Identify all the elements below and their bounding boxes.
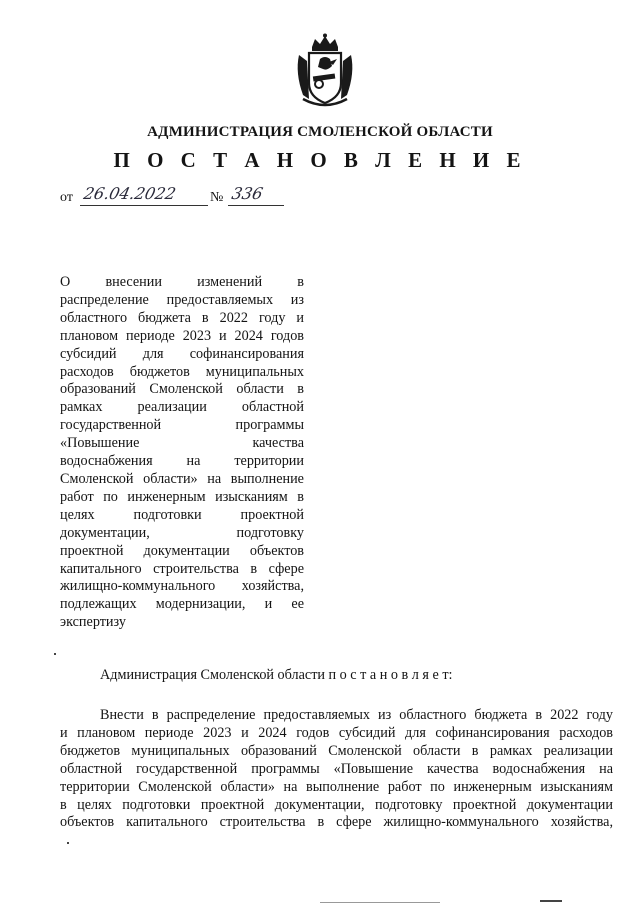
date-number-line [60, 184, 300, 208]
scan-speck [54, 653, 56, 655]
scan-speck [67, 842, 69, 844]
handwritten-date: 26.04.2022 [81, 184, 178, 203]
handwritten-number: 336 [229, 184, 265, 203]
document-title: П О С Т А Н О В Л Е Н И Е [113, 148, 527, 172]
subject-line: распределение предоставляемых из [60, 291, 304, 308]
subject-line: целях подготовки проектной [60, 506, 304, 523]
body-line: объектов капитального строительства в сфере жилищно-коммунального хозяйства, [60, 814, 613, 831]
subject-line: субсидий для софинансирования [60, 345, 304, 362]
subject-line: жилищно-коммунального хозяйства, [60, 578, 304, 595]
body-line: бюджетов муниципальных образований Смоленской области в рамках реализации [60, 742, 613, 759]
subject-line: работ по инженерным изысканиям в [60, 488, 304, 505]
page-edge-mark [540, 900, 562, 902]
subject-line: водоснабжения на территории [60, 453, 304, 470]
issuing-authority: АДМИНИСТРАЦИЯ СМОЛЕНСКОЙ ОБЛАСТИ [147, 124, 493, 140]
body-line: областной государственной программы «Повышение качества водоснабжения на [60, 760, 613, 777]
subject-line: проектной документации объектов [60, 542, 304, 559]
subject-line: Смоленской области» на выполнение [60, 470, 304, 487]
date-underline [80, 205, 208, 206]
body-line: территории Смоленской области» на выполнение работ по инженерным изысканиям [60, 778, 613, 795]
date-prefix: от [60, 190, 73, 205]
body-line: Внести в распределение предоставляемых из областного бюджета в 2022 году [100, 707, 613, 723]
subject-line: подлежащих модернизации, и ее [60, 596, 304, 613]
body-paragraph [60, 707, 613, 832]
subject-line: государственной программы [60, 417, 304, 434]
page-edge-mark [320, 902, 440, 903]
body-line: и плановом периоде 2023 и 2024 годов субсидий для софинансирования расходов [60, 724, 613, 741]
subject-line: «Повышение качества [60, 435, 304, 452]
subject-line: образований Смоленской области в [60, 381, 304, 398]
subject-line: областного бюджета в 2022 году и [60, 309, 304, 326]
subject-line: рамках реализации областной [60, 399, 304, 416]
subject-line: расходов бюджетов муниципальных [60, 363, 304, 380]
number-prefix: № [210, 190, 224, 205]
body-line: в целях подготовки проектной документации, подготовку проектной документации [60, 796, 613, 813]
subject-line: плановом периоде 2023 и 2024 годов [60, 327, 304, 344]
decree-statement: Администрация Смоленской области п о с т а н о в л я е т: [100, 667, 453, 683]
coat-of-arms-emblem [293, 33, 357, 109]
document-subject [60, 274, 304, 632]
subject-line: капитального строительства в сфере [60, 560, 304, 577]
subject-line: документации, подготовку [60, 524, 304, 541]
subject-line: О внесении изменений в [60, 274, 304, 290]
number-underline [228, 205, 284, 206]
subject-line: экспертизу [60, 614, 126, 631]
